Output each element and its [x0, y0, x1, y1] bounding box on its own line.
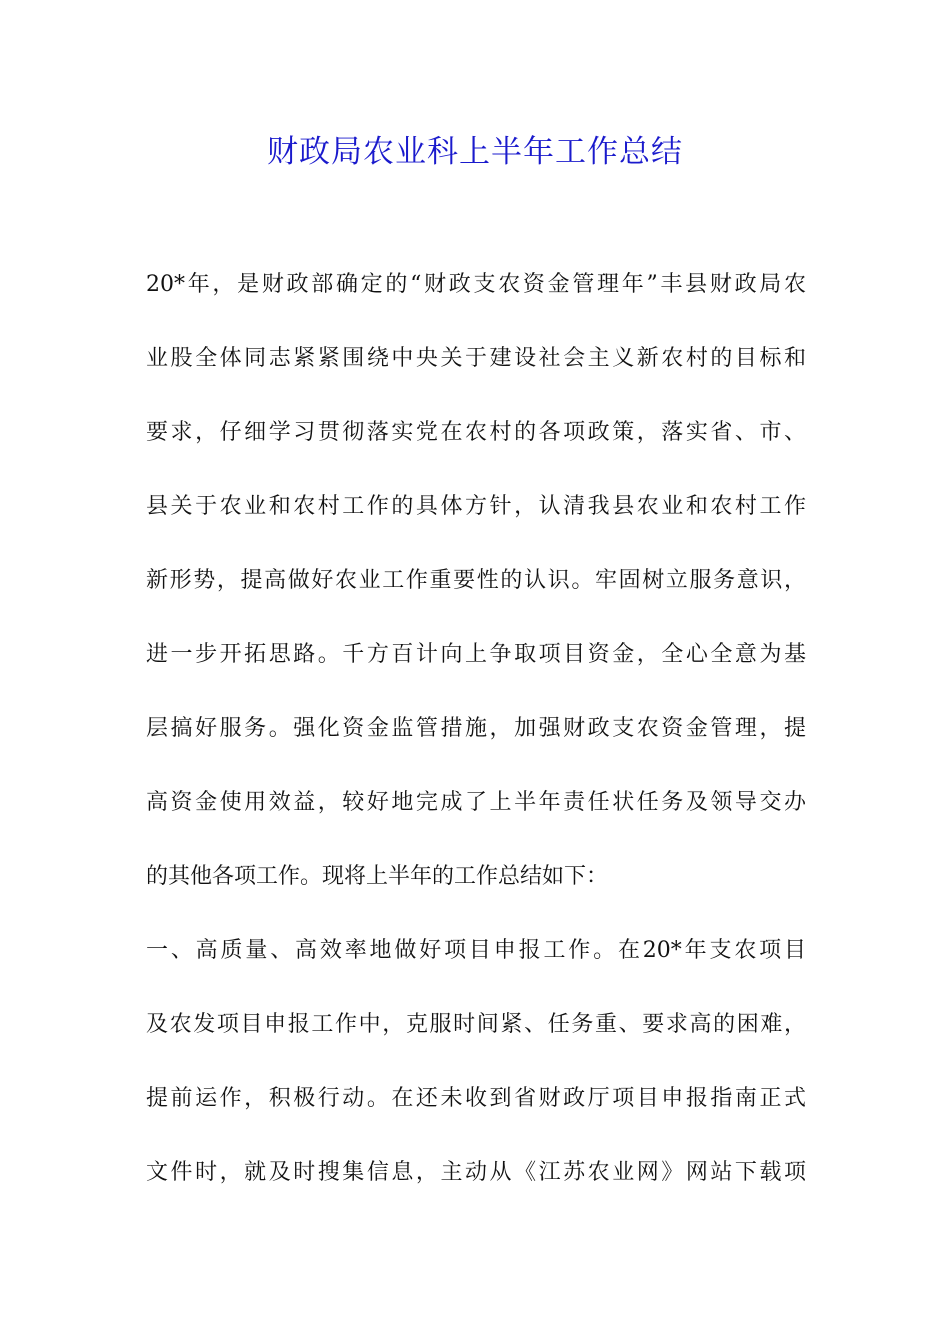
document-title: 财政局农业科上半年工作总结	[267, 134, 683, 170]
body-line-4: 县关于农业和农村工作的具体方针，认清我县农业和农村工作	[146, 494, 806, 519]
body-line-5: 新形势，提高做好农业工作重要性的认识。牢固树立服务意识，	[146, 568, 806, 593]
body-line-6: 进一步开拓思路。千方百计向上争取项目资金，全心全意为基	[146, 642, 806, 667]
body-line-13: 文件时，就及时搜集信息，主动从《江苏农业网》网站下载项	[146, 1160, 806, 1185]
body-line-10: 一、高质量、高效率地做好项目申报工作。在20*年支农项目	[146, 938, 806, 963]
body-line-8: 高资金使用效益，较好地完成了上半年责任状任务及领导交办	[146, 790, 806, 815]
body-line-11: 及农发项目申报工作中，克服时间紧、任务重、要求高的困难，	[146, 1012, 806, 1037]
body-line-3: 要求，仔细学习贯彻落实党在农村的各项政策，落实省、市、	[146, 420, 806, 445]
body-line-7: 层搞好服务。强化资金监管措施，加强财政支农资金管理，提	[146, 716, 806, 741]
body-line-1: 20*年，是财政部确定的“财政支农资金管理年”丰县财政局农	[146, 272, 806, 297]
document-body	[146, 262, 806, 1224]
body-line-2: 业股全体同志紧紧围绕中央关于建设社会主义新农村的目标和	[146, 346, 806, 371]
body-line-9: 的其他各项工作。现将上半年的工作总结如下：	[146, 864, 609, 889]
body-line-12: 提前运作，积极行动。在还未收到省财政厅项目申报指南正式	[146, 1086, 806, 1111]
